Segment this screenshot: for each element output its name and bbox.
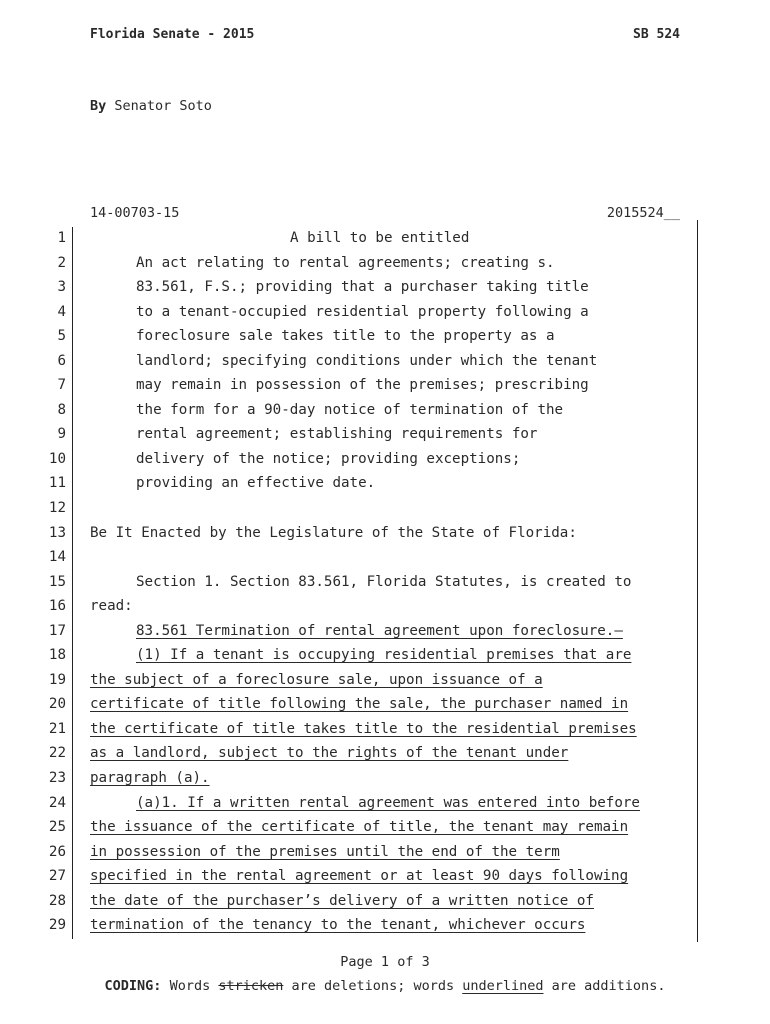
line-text: (1) If a tenant is occupying residential premises that are (136, 647, 632, 664)
text-line-6 (0, 350, 770, 375)
line-text: Section 1. Section 83.561, Florida Statutes, is created to (136, 573, 632, 590)
line-number: 4 (57, 303, 66, 320)
line-text: 83.561 Termination of rental agreement upon foreclosure.— (136, 622, 623, 639)
text-line-28 (0, 890, 770, 915)
line-text: providing an effective date. (136, 475, 376, 492)
text-line-9 (0, 423, 770, 448)
line-number: 2 (57, 254, 66, 271)
line-text: to a tenant-occupied residential property following a (136, 303, 589, 320)
text-line-3 (0, 276, 770, 301)
text-line-24 (0, 792, 770, 817)
line-number: 5 (57, 328, 66, 345)
line-text: certificate of title following the sale, the purchaser named in (90, 696, 629, 713)
line-text: the form for a 90-day notice of termination of the (136, 401, 564, 418)
line-number: 14 (48, 549, 66, 566)
text-line-23 (0, 767, 770, 792)
line-text: delivery of the notice; providing exceptions; (136, 450, 521, 467)
sponsor-by-label: By (90, 98, 107, 114)
page-header (90, 27, 680, 47)
line-text: paragraph (a). (90, 770, 210, 787)
line-number: 7 (57, 377, 66, 394)
text-line-21 (0, 718, 770, 743)
text-line-10 (0, 448, 770, 473)
line-number: 11 (48, 475, 66, 492)
text-line-13 (0, 522, 770, 547)
line-number: 27 (48, 868, 66, 885)
text-line-5 (0, 325, 770, 350)
bill-text (0, 227, 770, 939)
text-line-25 (0, 816, 770, 841)
text-line-15 (0, 571, 770, 596)
line-text: foreclosure sale takes title to the property as a (136, 328, 555, 345)
document-id: 14-00703-15 (90, 205, 180, 221)
line-text: read: (90, 598, 133, 615)
line-number: 28 (48, 892, 66, 909)
text-line-19 (0, 669, 770, 694)
text-line-2 (0, 252, 770, 277)
line-text: Be It Enacted by the Legislature of the State of Florida: (90, 524, 577, 541)
coding-stricken-example: stricken (218, 978, 284, 994)
line-text: landlord; specifying conditions under which the tenant (136, 352, 598, 369)
document-codes (90, 205, 680, 223)
bill-number: SB 524 (633, 27, 680, 42)
line-text: the issuance of the certificate of title, the tenant may remain (90, 819, 629, 836)
line-number: 29 (48, 917, 66, 934)
line-number: 9 (57, 426, 66, 443)
text-line-12 (0, 497, 770, 522)
text-line-22 (0, 742, 770, 767)
line-text: termination of the tenancy to the tenant, whichever occurs (90, 917, 586, 934)
text-line-1 (0, 227, 770, 252)
line-number: 26 (48, 843, 66, 860)
text-line-27 (0, 865, 770, 890)
line-number: 1 (57, 230, 66, 246)
line-number: 6 (57, 352, 66, 369)
line-number: 18 (48, 647, 66, 664)
text-line-29 (0, 914, 770, 939)
page-number: Page 1 of 3 (340, 954, 430, 970)
line-number: 3 (57, 279, 66, 296)
text-line-18 (0, 644, 770, 669)
coding-end-text: are additions. (551, 978, 666, 994)
text-line-8 (0, 399, 770, 424)
line-number: 8 (57, 401, 66, 418)
line-text: in possession of the premises until the end of the term (90, 843, 560, 860)
line-text: as a landlord, subject to the rights of the tenant under (90, 745, 569, 762)
line-number: 13 (48, 524, 66, 541)
text-line-7 (0, 374, 770, 399)
sponsor-name: Senator Soto (114, 98, 212, 114)
coding-label: CODING: (104, 978, 162, 994)
line-number: 22 (48, 745, 66, 762)
line-text: may remain in possession of the premises; prescribing (136, 377, 589, 394)
text-line-17 (0, 620, 770, 645)
line-number: 25 (48, 819, 66, 836)
document-title: Florida Senate - 2015 (90, 27, 255, 42)
line-text: the certificate of title takes title to the residential premises (90, 720, 637, 737)
coding-words: Words (169, 978, 211, 994)
line-text: An act relating to rental agreements; creating s. (136, 254, 555, 271)
line-number: 12 (48, 500, 66, 517)
line-text: specified in the rental agreement or at least 90 days following (90, 868, 629, 885)
line-text: the date of the purchaser’s delivery of a written notice of (90, 892, 594, 909)
line-number: 20 (48, 696, 66, 713)
line-number: 24 (48, 794, 66, 811)
coding-legend (0, 978, 770, 994)
line-number: 16 (48, 598, 66, 615)
line-text: 83.561, F.S.; providing that a purchaser taking title (136, 279, 589, 296)
line-text: the subject of a foreclosure sale, upon issuance of a (90, 671, 543, 688)
text-line-11 (0, 472, 770, 497)
coding-underlined-example: underlined (462, 978, 544, 994)
line-text: rental agreement; establishing requirements for (136, 426, 538, 443)
text-line-20 (0, 693, 770, 718)
line-text: (a)1. If a written rental agreement was entered into before (136, 794, 640, 811)
sponsor-line (90, 98, 212, 114)
bill-code: 2015524__ (606, 205, 680, 221)
coding-mid-text: are deletions; words (291, 978, 455, 994)
line-number: 23 (48, 770, 66, 787)
line-number: 15 (48, 573, 66, 590)
text-line-4 (0, 301, 770, 326)
line-number: 17 (48, 622, 66, 639)
text-line-14 (0, 546, 770, 571)
line-number: 21 (48, 720, 66, 737)
text-line-26 (0, 841, 770, 866)
line-number: 19 (48, 671, 66, 688)
line-text: A bill to be entitled (290, 230, 470, 246)
line-number: 10 (48, 450, 66, 467)
text-line-16 (0, 595, 770, 620)
